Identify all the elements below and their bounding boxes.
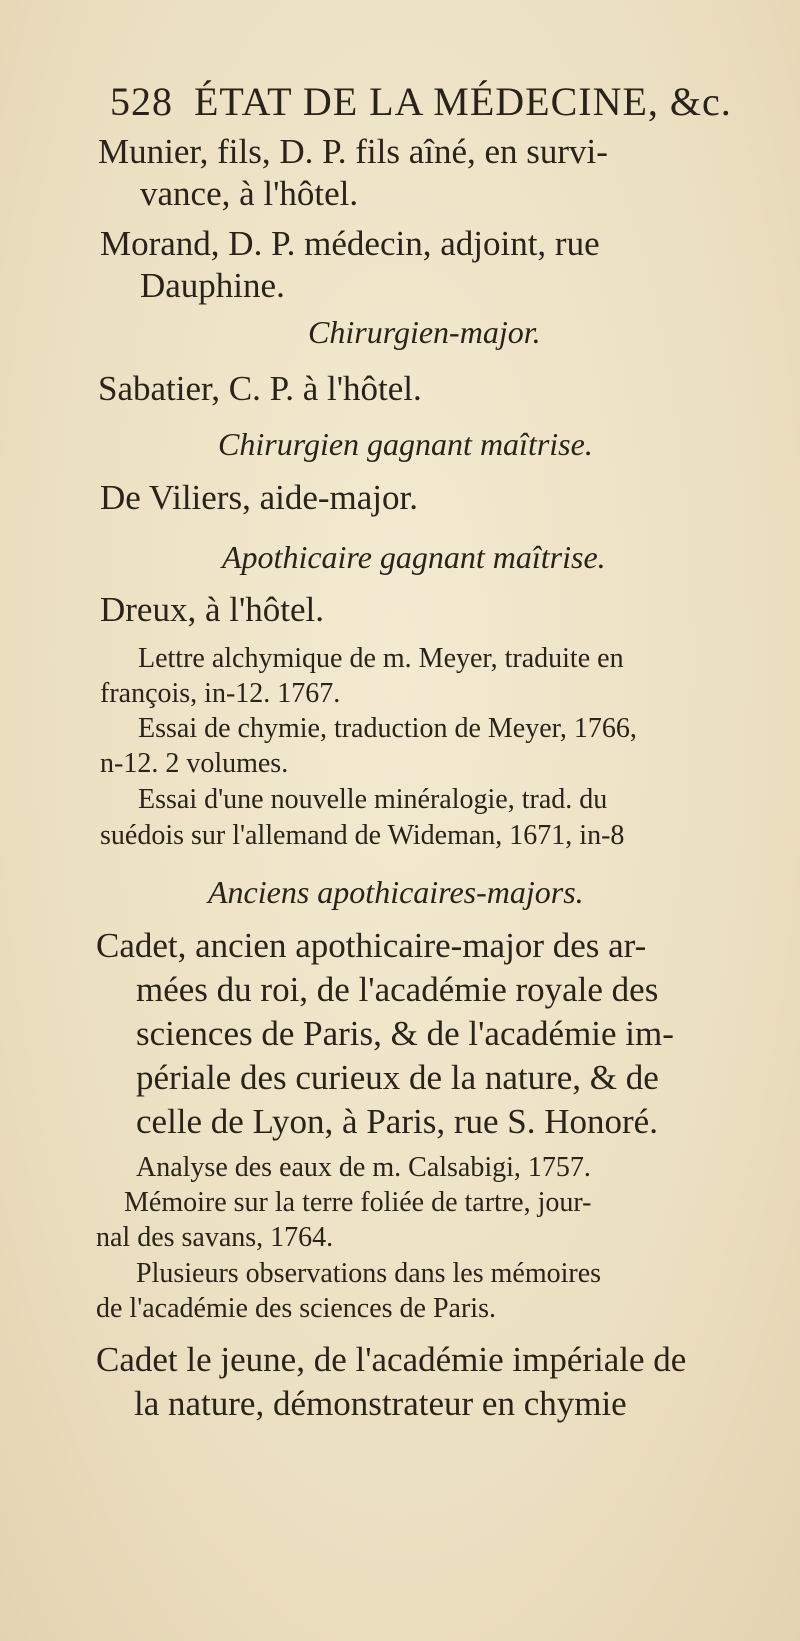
- note-line: de l'académie des sciences de Paris.: [96, 1293, 496, 1324]
- page-number: 528: [110, 79, 173, 124]
- section-heading: Anciens apothicaires-majors.: [208, 874, 584, 910]
- note-line: n-12. 2 volumes.: [100, 748, 289, 779]
- entry-line: mées du roi, de l'académie royale des: [136, 970, 659, 1009]
- note-line: Lettre alchymique de m. Meyer, traduite en: [138, 643, 624, 674]
- note-line: Plusieurs observations dans les mémoires: [136, 1258, 602, 1289]
- entry-line: Sabatier, C. P. à l'hôtel.: [98, 369, 422, 408]
- note-line: Analyse des eaux de m. Calsabigi, 1757.: [136, 1152, 591, 1183]
- note-line: nal des savans, 1764.: [96, 1222, 334, 1253]
- section-heading: Chirurgien-major.: [308, 314, 541, 350]
- entry-line: Cadet, ancien apothicaire-major des ar-: [96, 926, 647, 965]
- entry-line: De Viliers, aide-major.: [100, 478, 418, 517]
- note-line: Mémoire sur la terre foliée de tartre, jour-: [124, 1187, 592, 1218]
- entry-line: la nature, démonstrateur en chymie: [134, 1384, 627, 1423]
- entry-line: sciences de Paris, & de l'académie im-: [136, 1014, 674, 1053]
- entry-line: périale des curieux de la nature, & de: [136, 1058, 659, 1097]
- note-line: Essai d'une nouvelle minéralogie, trad. du: [138, 784, 608, 815]
- running-header: [110, 78, 732, 125]
- entry-line: Dauphine.: [140, 266, 285, 305]
- note-line: françois, in-12. 1767.: [100, 678, 341, 709]
- entry-line: Dreux, à l'hôtel.: [100, 590, 325, 629]
- note-line: Essai de chymie, traduction de Meyer, 1766,: [138, 713, 637, 744]
- entry-line: Munier, fils, D. P. fils aîné, en survi-: [98, 132, 608, 171]
- running-title: ÉTAT DE LA MÉDECINE, &c.: [194, 79, 732, 124]
- entry-line: celle de Lyon, à Paris, rue S. Honoré.: [136, 1102, 658, 1141]
- section-heading: Apothicaire gagnant maîtrise.: [222, 539, 606, 575]
- entry-line: vance, à l'hôtel.: [140, 174, 359, 213]
- entry-line: Morand, D. P. médecin, adjoint, rue: [100, 224, 600, 263]
- section-heading: Chirurgien gagnant maîtrise.: [218, 426, 593, 462]
- note-line: suédois sur l'allemand de Wideman, 1671, in-8: [100, 820, 625, 851]
- entry-line: Cadet le jeune, de l'académie impériale de: [96, 1340, 687, 1379]
